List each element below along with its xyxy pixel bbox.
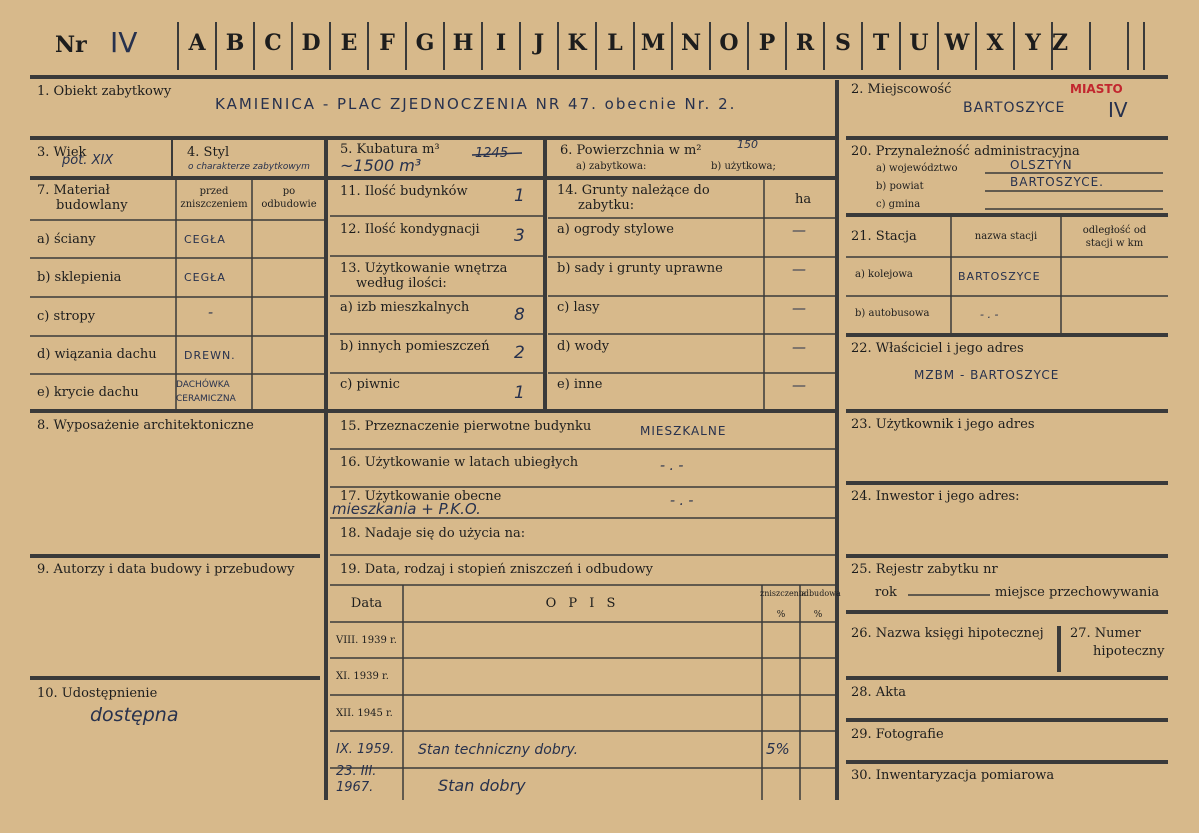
f21-a: a) kolejowa — [855, 269, 913, 280]
f20-a: a) województwo — [876, 163, 958, 174]
index-letter-y: Y — [1025, 30, 1041, 56]
f14-row-d: d) wody — [557, 339, 610, 354]
index-letter-u: U — [909, 30, 929, 56]
f7-row-e: e) krycie dachu — [37, 385, 139, 400]
f22-label: 22. Właściciel i jego adres — [851, 341, 1024, 356]
index-letter-g: G — [415, 30, 435, 56]
f14-row-a-value: — — [792, 223, 806, 239]
f20-a-value: OLSZTYN — [1010, 158, 1073, 172]
f13-row-a-value: 8 — [514, 305, 525, 325]
f2-value: BARTOSZYCE — [963, 100, 1066, 116]
f4-label: 4. Styl — [187, 145, 230, 160]
f14-row-d-value: — — [792, 340, 806, 356]
f7-row-c: c) stropy — [37, 309, 96, 324]
f2-roman: IV — [1108, 98, 1128, 122]
f21-col1: nazwa stacji — [974, 231, 1038, 242]
index-letter-t: T — [872, 30, 890, 56]
f25-label-1: 25. Rejestr zabytku nr — [851, 562, 998, 577]
f14-row-e-value: — — [792, 378, 806, 394]
f14-row-a: a) ogrody stylowe — [557, 222, 674, 237]
f14-row-c-value: — — [792, 301, 806, 317]
f27-label-2: hipoteczny — [1093, 644, 1165, 659]
f17-value: mieszkania + P.K.O. — [332, 500, 481, 518]
f14-row-c: c) lasy — [557, 300, 600, 315]
f4-value: o charakterze zabytkowym — [188, 162, 310, 172]
f8-label: 8. Wyposażenie architektoniczne — [37, 418, 254, 433]
f30-label: 30. Inwentaryzacja pomiarowa — [851, 768, 1055, 783]
f23-label: 23. Użytkownik i jego adres — [851, 417, 1035, 432]
f19-label: 19. Data, rodzaj i stopień zniszczeń i odbudowy — [340, 562, 654, 577]
index-letter-n: N — [680, 30, 702, 56]
f7-col1b: zniszczeniem — [180, 199, 248, 210]
index-letter-l: L — [607, 30, 623, 56]
f7-row-e-value: DACHÓWKA CERAMICZNA — [176, 380, 236, 404]
f7-row-d: d) wiązania dachu — [37, 347, 157, 362]
f6-value: 150 — [737, 138, 758, 151]
index-letter-j: J — [533, 30, 545, 56]
f19-row-1-date: VIII. 1939 r. — [336, 635, 397, 646]
f18-label: 18. Nadaje się do użycia na: — [340, 526, 526, 541]
f9-label: 9. Autorzy i data budowy i przebudowy — [37, 562, 295, 577]
f20-b: b) powiat — [876, 181, 924, 192]
f7-row-a-value: CEGŁA — [184, 233, 226, 246]
index-letter-x: X — [986, 30, 1004, 56]
f7-row-c-value: - — [208, 305, 214, 321]
f21-a-value: BARTOSZYCE — [958, 270, 1041, 283]
f13-row-c-value: 1 — [514, 383, 525, 403]
index-letter-h: H — [452, 30, 474, 56]
f25-label-3: miejsce przechowywania — [995, 585, 1160, 600]
f19-row-2-date: XI. 1939 r. — [336, 671, 389, 682]
f11-value: 1 — [514, 186, 525, 206]
f14-row-b-value: — — [792, 262, 806, 278]
f13-row-c: c) piwnic — [340, 377, 400, 392]
f22-value: MZBM - BARTOSZYCE — [914, 368, 1060, 382]
f7-row-b-value: CEGŁA — [184, 271, 226, 284]
f19-row-4-z: 5% — [766, 740, 790, 758]
f5-value: ~1500 m³ — [340, 156, 422, 175]
index-letter-e: E — [340, 30, 358, 56]
f10-label: 10. Udostępnienie — [37, 686, 158, 701]
index-letter-r: R — [795, 30, 815, 56]
f7-col1a: przed — [199, 186, 229, 197]
index-letter-o: O — [719, 30, 739, 56]
f20-label: 20. Przynależność administracyjna — [851, 144, 1080, 159]
f21-col2a: odległość od — [1082, 225, 1147, 236]
index-letter-b: B — [225, 30, 245, 56]
f20-b-value: BARTOSZYCE. — [1010, 175, 1104, 189]
f7-col2a: po — [282, 186, 296, 197]
f19-col-date: Data — [350, 596, 383, 611]
f6-a: a) zabytkowa: — [576, 161, 647, 172]
f13-label-1: 13. Użytkowanie wnętrza — [340, 261, 508, 276]
f17-label: 17. Użytkowanie obecne — [340, 489, 502, 504]
f13-row-b-value: 2 — [514, 343, 525, 363]
f13-row-b: b) innych pomieszczeń — [340, 339, 490, 354]
f3-label: 3. Wiek — [37, 145, 87, 160]
f13-label-2: według ilości: — [356, 276, 447, 291]
f28-label: 28. Akta — [851, 685, 907, 700]
f19-col-o2: % — [813, 610, 823, 620]
f21-label: 21. Stacja — [851, 229, 917, 244]
f6-label: 6. Powierzchnia w m² — [560, 143, 702, 158]
f19-row-4-date: IX. 1959. — [336, 742, 395, 757]
f19-row-5-date: 23. III. 1967. — [336, 764, 377, 795]
f12-label: 12. Ilość kondygnacji — [340, 222, 480, 237]
f27-label-1: 27. Numer — [1070, 626, 1141, 641]
f7-label-1: 7. Materiał — [37, 183, 110, 198]
f14-row-b: b) sady i grunty uprawne — [557, 261, 723, 276]
f14-label-1: 14. Grunty należące do — [557, 183, 710, 198]
f24-label: 24. Inwestor i jego adres: — [851, 489, 1020, 504]
f7-row-a: a) ściany — [37, 232, 96, 247]
index-letter-d: D — [301, 30, 321, 56]
index-letter-s: S — [835, 30, 851, 56]
f20-c: c) gmina — [876, 199, 921, 210]
f16-value: - . - — [660, 458, 684, 474]
f5-label: 5. Kubatura m³ — [340, 142, 440, 157]
f7-label-2: budowlany — [56, 198, 128, 213]
index-letter-f: F — [379, 30, 395, 56]
f2-label: 2. Miejscowość — [851, 82, 952, 97]
f2-stamp: MIASTO — [1070, 82, 1123, 96]
f6-b: b) użytkowa; — [711, 161, 776, 172]
f25-label-2: rok — [875, 585, 897, 600]
f19-col-z2: % — [776, 610, 786, 620]
f19-row-4-opis: Stan techniczny dobry. — [418, 742, 579, 758]
f19-row-5-opis: Stan dobry — [438, 776, 526, 795]
f12-value: 3 — [514, 226, 525, 246]
index-letter-k: K — [567, 30, 587, 56]
f15-value: MIESZKALNE — [640, 424, 727, 438]
f5-old: 1245 — [475, 146, 509, 161]
f14-ha: ha — [795, 192, 812, 207]
nr-label: Nr — [55, 32, 87, 58]
f21-col2b: stacji w km — [1085, 238, 1144, 249]
f7-row-b: b) sklepienia — [37, 270, 122, 285]
f21-b-value: - . - — [980, 308, 999, 321]
f1-value: KAMIENICA - PLAC ZJEDNOCZENIA NR 47. obecnie Nr. 2. — [215, 95, 737, 113]
index-letter-z: Z — [1052, 30, 1069, 56]
f1-label: 1. Obiekt zabytkowy — [37, 84, 172, 99]
index-letter-a: A — [188, 30, 206, 56]
f19-col-z1: zniszczenia — [760, 589, 807, 598]
f11-label: 11. Ilość budynków — [340, 184, 468, 199]
f10-value: dostępna — [90, 704, 179, 726]
f3-value: pot. XIX — [62, 153, 114, 168]
f7-row-d-value: DREWN. — [184, 349, 236, 362]
f19-col-o1: odbudowa — [799, 589, 841, 598]
f19-row-3-date: XII. 1945 r. — [336, 708, 393, 719]
f7-col2b: odbudowie — [261, 199, 317, 210]
index-letter-w: W — [944, 30, 970, 56]
index-letter-m: M — [640, 30, 666, 56]
f14-row-e: e) inne — [557, 377, 603, 392]
nr-value: IV — [110, 26, 138, 59]
f19-col-opis: O P I S — [545, 596, 620, 611]
f15-label: 15. Przeznaczenie pierwotne budynku — [340, 419, 592, 434]
index-letter-i: I — [495, 30, 507, 56]
f16-label: 16. Użytkowanie w latach ubiegłych — [340, 455, 579, 470]
index-letter-c: C — [264, 30, 282, 56]
f21-b: b) autobusowa — [855, 308, 930, 319]
f17-value-2: - . - — [670, 493, 694, 509]
f13-row-a: a) izb mieszkalnych — [340, 300, 470, 315]
f14-label-2: zabytku: — [578, 198, 635, 213]
f29-label: 29. Fotografie — [851, 727, 944, 742]
f26-label: 26. Nazwa księgi hipotecznej — [851, 626, 1044, 641]
index-letter-p: P — [758, 30, 776, 56]
